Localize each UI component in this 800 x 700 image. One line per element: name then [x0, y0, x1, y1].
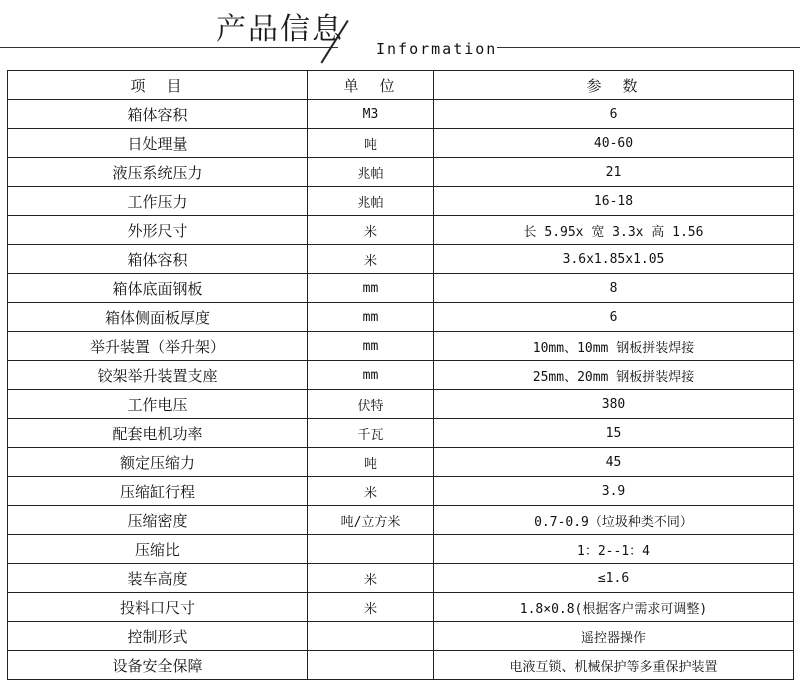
cell-unit: [308, 651, 434, 680]
cell-parameter: 16-18: [434, 187, 794, 216]
cell-parameter: 1：2--1：4: [434, 535, 794, 564]
cell-unit: 吨: [308, 129, 434, 158]
header-rule-right: [497, 47, 800, 48]
table-row: [8, 303, 794, 332]
column-header-parameter: 参 数: [434, 71, 794, 100]
cell-parameter: 6: [434, 303, 794, 332]
cell-unit: mm: [308, 303, 434, 332]
cell-unit: 千瓦: [308, 419, 434, 448]
cell-parameter: 25mm、20mm 钢板拼装焊接: [434, 361, 794, 390]
cell-parameter: 10mm、10mm 钢板拼装焊接: [434, 332, 794, 361]
cell-unit: 吨: [308, 448, 434, 477]
table-row: [8, 332, 794, 361]
cell-item: 压缩缸行程: [8, 477, 308, 506]
cell-item: 控制形式: [8, 622, 308, 651]
cell-unit: mm: [308, 274, 434, 303]
cell-unit: [308, 535, 434, 564]
product-info-table: [7, 70, 794, 680]
cell-item: 举升装置（举升架）: [8, 332, 308, 361]
cell-unit: 米: [308, 245, 434, 274]
cell-unit: 兆帕: [308, 187, 434, 216]
table-row: [8, 216, 794, 245]
table-row: [8, 158, 794, 187]
cell-unit: [308, 622, 434, 651]
cell-item: 外形尺寸: [8, 216, 308, 245]
table-row: [8, 535, 794, 564]
cell-parameter: 6: [434, 100, 794, 129]
cell-item: 装车高度: [8, 564, 308, 593]
table-row: [8, 419, 794, 448]
table-row: [8, 622, 794, 651]
cell-parameter: 1.8×0.8(根据客户需求可调整): [434, 593, 794, 622]
table-row: [8, 506, 794, 535]
cell-parameter: 0.7-0.9（垃圾种类不同）: [434, 506, 794, 535]
cell-unit: 米: [308, 564, 434, 593]
cell-parameter: 3.6x1.85x1.05: [434, 245, 794, 274]
page-title: 产品信息: [216, 12, 344, 47]
cell-item: 额定压缩力: [8, 448, 308, 477]
cell-item: 箱体容积: [8, 100, 308, 129]
cell-unit: mm: [308, 361, 434, 390]
cell-item: 日处理量: [8, 129, 308, 158]
table-row: [8, 361, 794, 390]
cell-item: 箱体容积: [8, 245, 308, 274]
cell-parameter: ≤1.6: [434, 564, 794, 593]
table-row: [8, 651, 794, 680]
cell-item: 配套电机功率: [8, 419, 308, 448]
cell-item: 压缩密度: [8, 506, 308, 535]
table-header-row: [8, 71, 794, 100]
table-row: [8, 390, 794, 419]
cell-item: 压缩比: [8, 535, 308, 564]
table-row: [8, 245, 794, 274]
cell-parameter: 电液互锁、机械保护等多重保护装置: [434, 651, 794, 680]
cell-parameter: 长 5.95x 宽 3.3x 高 1.56: [434, 216, 794, 245]
table-row: [8, 448, 794, 477]
cell-item: 工作压力: [8, 187, 308, 216]
table-row: [8, 477, 794, 506]
cell-unit: 兆帕: [308, 158, 434, 187]
cell-parameter: 遥控器操作: [434, 622, 794, 651]
cell-unit: mm: [308, 332, 434, 361]
table-row: [8, 129, 794, 158]
cell-unit: 伏特: [308, 390, 434, 419]
cell-item: 投料口尺寸: [8, 593, 308, 622]
table-row: [8, 593, 794, 622]
cell-item: 铰架举升装置支座: [8, 361, 308, 390]
table-row: [8, 100, 794, 129]
cell-unit: 米: [308, 216, 434, 245]
table-row: [8, 564, 794, 593]
cell-item: 工作电压: [8, 390, 308, 419]
cell-item: 设备安全保障: [8, 651, 308, 680]
cell-item: 箱体侧面板厚度: [8, 303, 308, 332]
cell-unit: 吨/立方米: [308, 506, 434, 535]
cell-parameter: 8: [434, 274, 794, 303]
column-header-item: 项 目: [8, 71, 308, 100]
cell-parameter: 40-60: [434, 129, 794, 158]
cell-parameter: 21: [434, 158, 794, 187]
cell-item: 液压系统压力: [8, 158, 308, 187]
section-header: [0, 0, 800, 66]
column-header-unit: 单 位: [308, 71, 434, 100]
table-row: [8, 274, 794, 303]
cell-parameter: 45: [434, 448, 794, 477]
cell-parameter: 15: [434, 419, 794, 448]
cell-parameter: 3.9: [434, 477, 794, 506]
cell-item: 箱体底面钢板: [8, 274, 308, 303]
cell-parameter: 380: [434, 390, 794, 419]
cell-unit: M3: [308, 100, 434, 129]
cell-unit: 米: [308, 477, 434, 506]
page-subtitle: Information: [376, 40, 498, 58]
table-row: [8, 187, 794, 216]
cell-unit: 米: [308, 593, 434, 622]
